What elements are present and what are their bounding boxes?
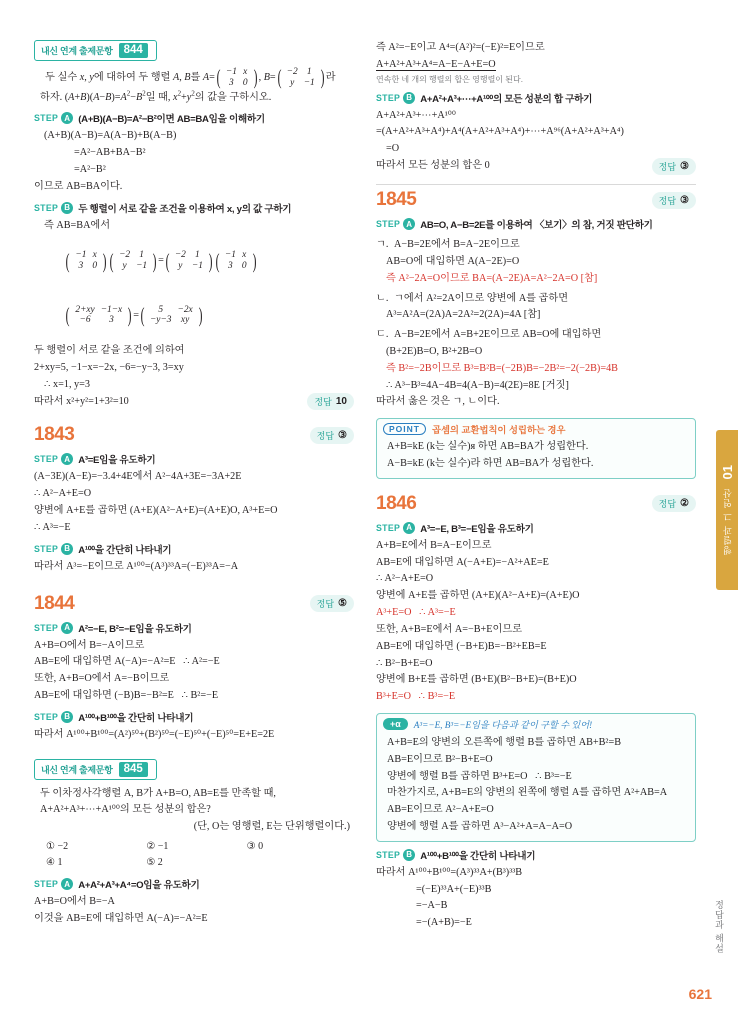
line: 양변에 B+E를 곱하면 (B+E)(B²−B+E)=(B+E)O [376, 674, 577, 686]
step-b-text: A¹⁰⁰+B¹⁰⁰을 간단히 나타내기 [420, 850, 536, 862]
line: A³+E=O ∴ A³=−E [376, 607, 456, 619]
line: 두 행렬이 서로 같을 조건에 의하여 [34, 345, 185, 356]
exam-tag-label: 내신 연계 출제문항 [41, 764, 113, 775]
answer-label: 정답 [316, 599, 335, 609]
line: 따라서 x²+y²=1+3²=10 [34, 395, 129, 407]
line: 또한, A+B=E에서 A=−B+E이므로 [376, 623, 523, 635]
step-badge-a: A [61, 112, 73, 124]
line: 따라서 A³=−E이므로 A¹⁰⁰=(A³)³³A=(−E)³³A=−A [34, 560, 239, 572]
line: A−B=2E에서 A=B+2E이므로 AB=O에 대입하면 [394, 329, 602, 341]
line: 또한, A+B=O에서 A=−B이므로 [34, 673, 170, 685]
line: A+A²+A³+A⁴=A−E−A+E=O [376, 58, 496, 70]
footer-side-label: 정답과 해설 [714, 900, 724, 954]
page-number: 621 [688, 986, 712, 1002]
line: 양변에 A+E를 곱하면 (A+E)(A²−A+E)=(A+E)O [376, 590, 580, 602]
line: 양변에 행렬 B를 곱하면 B³+E=O ∴ B³=−E [387, 770, 572, 782]
step-badge-b: B [403, 92, 415, 104]
step-label: STEP [34, 454, 59, 465]
problem-845 [34, 759, 354, 927]
line: 이것을 AB=E에 대입하면 A(−A)=−A²=E [34, 912, 208, 924]
point-title: 곱셈의 교환법칙이 성립하는 경우 [431, 425, 566, 436]
line: A+B=O에서 B=−A [34, 896, 115, 907]
step-badge-b: B [403, 849, 415, 861]
problem-number: 1845 [376, 189, 417, 211]
line: 이므로 AB=BA이다. [34, 180, 123, 192]
line: (A+B)(A−B)=A(A−B)+B(A−B) [44, 130, 177, 142]
line: A+B=kE (k는 실수)я 하면 AB=BA가 성립한다. [387, 441, 589, 453]
problem-844 [34, 40, 354, 410]
chapter-title: 행렬과 그 연산 [722, 487, 733, 555]
answer-value: 10 [335, 396, 347, 408]
alpha-title: A³=−E, B³=−E임을 다음과 같이 구할 수 있어! [413, 719, 593, 730]
item-tag: ㄴ. [376, 292, 389, 304]
point-tag: POINT [383, 423, 426, 435]
line: 즉 B²=−2B이므로 B³=B²B=(−2B)B=−2B²=−2(−2B)=4B [386, 362, 618, 374]
left-column [34, 40, 354, 994]
step-a-text: A³=E임을 유도하기 [78, 455, 156, 467]
step-label: STEP [376, 219, 401, 230]
answer-badge-1846 [652, 495, 696, 512]
step-label: STEP [34, 202, 59, 213]
line: 즉 A²=−E이고 A⁴=(A²)²=(−E)²=E이므로 [376, 42, 545, 53]
line: =O [386, 143, 400, 155]
line: (A−3E)(A−E)=−3.4+4E에서 A²−4A+3E=−3A+2E [34, 471, 242, 483]
choice-1: ① −2 [46, 841, 69, 852]
right-column [376, 40, 696, 994]
answer-label: 정답 [658, 499, 677, 510]
line: AB=E이므로 B²−B+E=O [387, 753, 493, 765]
step-a-844 [34, 111, 354, 125]
side-note: 연속한 네 개의 행렬의 합은 영행렬이 된다. [376, 74, 523, 84]
chapter-side-tab [716, 430, 738, 590]
line: A+B=O에서 B=−A이므로 [34, 639, 145, 651]
line: 따라서 A¹⁰⁰+B¹⁰⁰=(A²)⁵⁰+(B²)⁵⁰=(−E)⁵⁰+(−E)⁵⁰=E+E=2E [34, 728, 275, 740]
step-badge-a: A [61, 878, 73, 890]
step-b-845 [376, 91, 696, 105]
answer-badge-1845 [652, 192, 696, 209]
item-tag: ㄱ. [376, 239, 389, 251]
step-b-1846 [376, 848, 696, 862]
line: 즉 A²−2A=O이므로 BA=(A−2E)A=A²−2A=O [참] [386, 272, 598, 284]
step-badge-b: B [61, 202, 73, 214]
problem-number: 1844 [34, 592, 75, 614]
answer-value: ③ [680, 194, 689, 206]
problem-1846 [376, 493, 696, 931]
step-label: STEP [34, 543, 59, 554]
step-label: STEP [34, 879, 59, 889]
answer-badge-1843 [310, 427, 354, 444]
line: ∴ A³=−E [34, 521, 71, 533]
line: ∴ A²−A+E=O [34, 488, 92, 500]
point-box [376, 418, 696, 479]
line: (단, O는 영행렬, E는 단위행렬이다.) [193, 821, 350, 833]
line: 즉 AB=BA에서 [44, 219, 111, 231]
line: A−B=2E에서 B=A−2E이므로 [394, 239, 520, 251]
line: ∴ B²−B+E=O [376, 657, 433, 669]
step-a-text: A+A²+A³+A⁴=O임을 유도하기 [78, 880, 200, 891]
step-badge-a: A [61, 453, 73, 465]
answer-value: ② [680, 498, 689, 510]
step-b-text: A¹⁰⁰을 간단히 나타내기 [78, 544, 172, 556]
step-badge-b: B [61, 711, 73, 723]
line: A³=A²A=(2A)A=2A²=2(2A)=4A [참] [386, 309, 541, 321]
problem-number: 1846 [376, 492, 417, 514]
line: =(A+A²+A³+A⁴)+A⁴(A+A²+A³+A⁴)+⋯+A⁹⁶(A+A²+A³+A⁴) [376, 126, 624, 138]
step-a-845 [34, 877, 354, 891]
answer-label: 정답 [658, 195, 677, 206]
step-label: STEP [34, 711, 59, 722]
choice-2: ② −1 [146, 841, 169, 852]
step-a-text: (A+B)(A−B)=A²−B²이면 AB=BA임을 이해하기 [78, 114, 265, 126]
line: =−(A+B)=−E [416, 917, 472, 929]
step-a-text: A³=−E, B³=−E임을 유도하기 [420, 523, 534, 535]
step-b-1844 [34, 710, 354, 724]
answer-value: ③ [680, 161, 689, 173]
line: B³+E=O ∴ B³=−E [376, 691, 456, 703]
choices-845 [40, 839, 350, 871]
line: AB=E이므로 A²−A+E=O [387, 804, 494, 816]
exam-header-845 [34, 759, 157, 780]
problem-1843 [34, 424, 354, 574]
alpha-tag: +α [383, 718, 408, 730]
choice-4: ④ 1 [46, 857, 63, 868]
problem-1845 [376, 189, 696, 479]
line: ∴ A³−B³=4A−4B=4(A−B)=4(2E)=8E [거짓] [386, 379, 569, 391]
step-a-1846 [376, 521, 696, 535]
chapter-number: 01 [719, 465, 735, 480]
step-a-text: A²=−E, B²=−E임을 유도하기 [78, 623, 192, 635]
line: AB=E에 대입하면 (−B+E)B=−B²+EB=E [376, 640, 547, 652]
line: ∴ A²−A+E=O [376, 573, 434, 585]
answer-badge-1844 [310, 595, 354, 612]
step-badge-b: B [61, 543, 73, 555]
answer-badge-845 [652, 158, 696, 175]
step-b-text: 두 행렬이 서로 같을 조건을 이용하여 x, y의 값 구하기 [78, 203, 292, 215]
statement-844: 두 실수 x, y에 대하여 두 행렬 A, B를 A= ( −1 x 3 0 ) , B= ( −2 1 y −1 ) 라 하자. $(A+B)(A-B)=A^2-B^2$일 때, $x^2+y^2$의 값을 구하시오. [40, 65, 336, 103]
step-badge-a: A [403, 218, 415, 230]
step-badge-a: A [61, 622, 73, 634]
line: 따라서 A¹⁰⁰+B¹⁰⁰=(A³)³³A+(B³)³³B [376, 866, 523, 878]
answer-badge-844 [307, 393, 354, 410]
step-label: STEP [376, 522, 401, 533]
step-b-text: A¹⁰⁰+B¹⁰⁰을 간단히 나타내기 [78, 712, 194, 724]
step-label: STEP [34, 622, 59, 633]
step-a-text: AB=O, A−B=2E를 이용하여 〈보기〉의 참, 거짓 판단하기 [420, 220, 653, 232]
answer-label: 정답 [316, 430, 335, 441]
matrix-equation-844: ( −1 x 3 0 ) ( −2 1 y −1 ) = ( −2 1 y −1 ) ( −1 x 3 0 ) [65, 248, 257, 273]
step-b-text: A+A²+A³+⋯+A¹⁰⁰의 모든 성분의 합 구하기 [420, 93, 593, 105]
statement-845 [34, 786, 354, 871]
matrix-equation-844b: ( 2+xy −1−x −6 3 ) = ( 5 −2x −y−3 xy ) [65, 302, 203, 327]
step-label: STEP [34, 113, 59, 124]
answer-value: ③ [338, 429, 347, 441]
line: (B+2E)B=O, B²+2B=O [386, 345, 483, 357]
answer-label: 정답 [314, 397, 332, 408]
step-b-1843 [34, 542, 354, 556]
line: 양변에 행렬 A를 곱하면 A³−A²+A=A−A=O [387, 821, 573, 832]
step-a-1843 [34, 452, 354, 466]
step-b-844 [34, 201, 354, 215]
line: AB=O에 대입하면 A(A−2E)=O [386, 255, 520, 267]
problem-number: 1843 [34, 424, 75, 446]
choice-3: ③ 0 [246, 841, 264, 852]
line: =A²−AB+BA−B² [74, 147, 146, 159]
line: 따라서 옳은 것은 ㄱ, ㄴ이다. [376, 396, 500, 408]
step-a-1845 [376, 217, 696, 231]
line: A−B=kE (k는 실수)라 하면 AB=BA가 성립한다. [387, 458, 594, 469]
line: 양변에 A+E를 곱하면 (A+E)(A²−A+E)=(A+E)O, A³+E=O [34, 505, 278, 517]
line: 마찬가지로, A+B=E의 양변의 왼쪽에 행렬 A를 곱하면 A²+AB=A [387, 787, 668, 799]
line: A+A²+A³+⋯+A¹⁰⁰의 모든 성분의 합은? [40, 804, 211, 816]
line: A+B=E의 양변의 오른쪽에 행렬 B를 곱하면 AB+B²=B [387, 736, 622, 748]
line: A+B=E에서 B=A−E이므로 [376, 539, 492, 551]
problem-845-continued [376, 40, 696, 175]
line: 따라서 모든 성분의 합은 0 [376, 160, 490, 172]
alpha-box [376, 713, 696, 842]
answer-label: 정답 [658, 162, 677, 173]
line: AB=E에 대입하면 A(−A)=−A²=E ∴ A²=−E [34, 656, 220, 668]
step-label: STEP [376, 849, 401, 860]
exam-number: 845 [119, 762, 148, 777]
divider [376, 184, 696, 185]
line: AB=E에 대입하면 (−B)B=−B²=E ∴ B²=−E [34, 689, 219, 701]
choice-5: ⑤ 2 [146, 857, 163, 868]
exam-header-844 [34, 40, 157, 61]
answer-value: ⑤ [338, 598, 347, 609]
item-tag: ㄷ. [376, 329, 389, 341]
exam-tag-label: 내신 연계 출제문항 [41, 46, 113, 56]
line: =A²−B² [74, 164, 106, 176]
problem-1844 [34, 593, 354, 743]
line: A+A²+A³+⋯+A¹⁰⁰ [376, 109, 456, 121]
step-badge-a: A [403, 522, 415, 534]
line: ㄱ에서 A²=2A이므로 양변에 A를 곱하면 [394, 292, 569, 304]
line: AB=E에 대입하면 A(−A+E)=−A²+AE=E [376, 556, 549, 568]
exam-number: 844 [119, 43, 148, 58]
line: =−A−B [416, 900, 448, 912]
step-a-1844 [34, 621, 354, 635]
line: ∴ x=1, y=3 [44, 378, 90, 390]
line: =(−E)³³A+(−E)³³B [416, 883, 492, 895]
line: 두 이차정사각행렬 A, B가 A+B=O, AB=E를 만족할 때, [40, 787, 276, 799]
step-label: STEP [376, 92, 401, 103]
line: 2+xy=5, −1−x=−2x, −6=−y−3, 3=xy [34, 361, 184, 373]
